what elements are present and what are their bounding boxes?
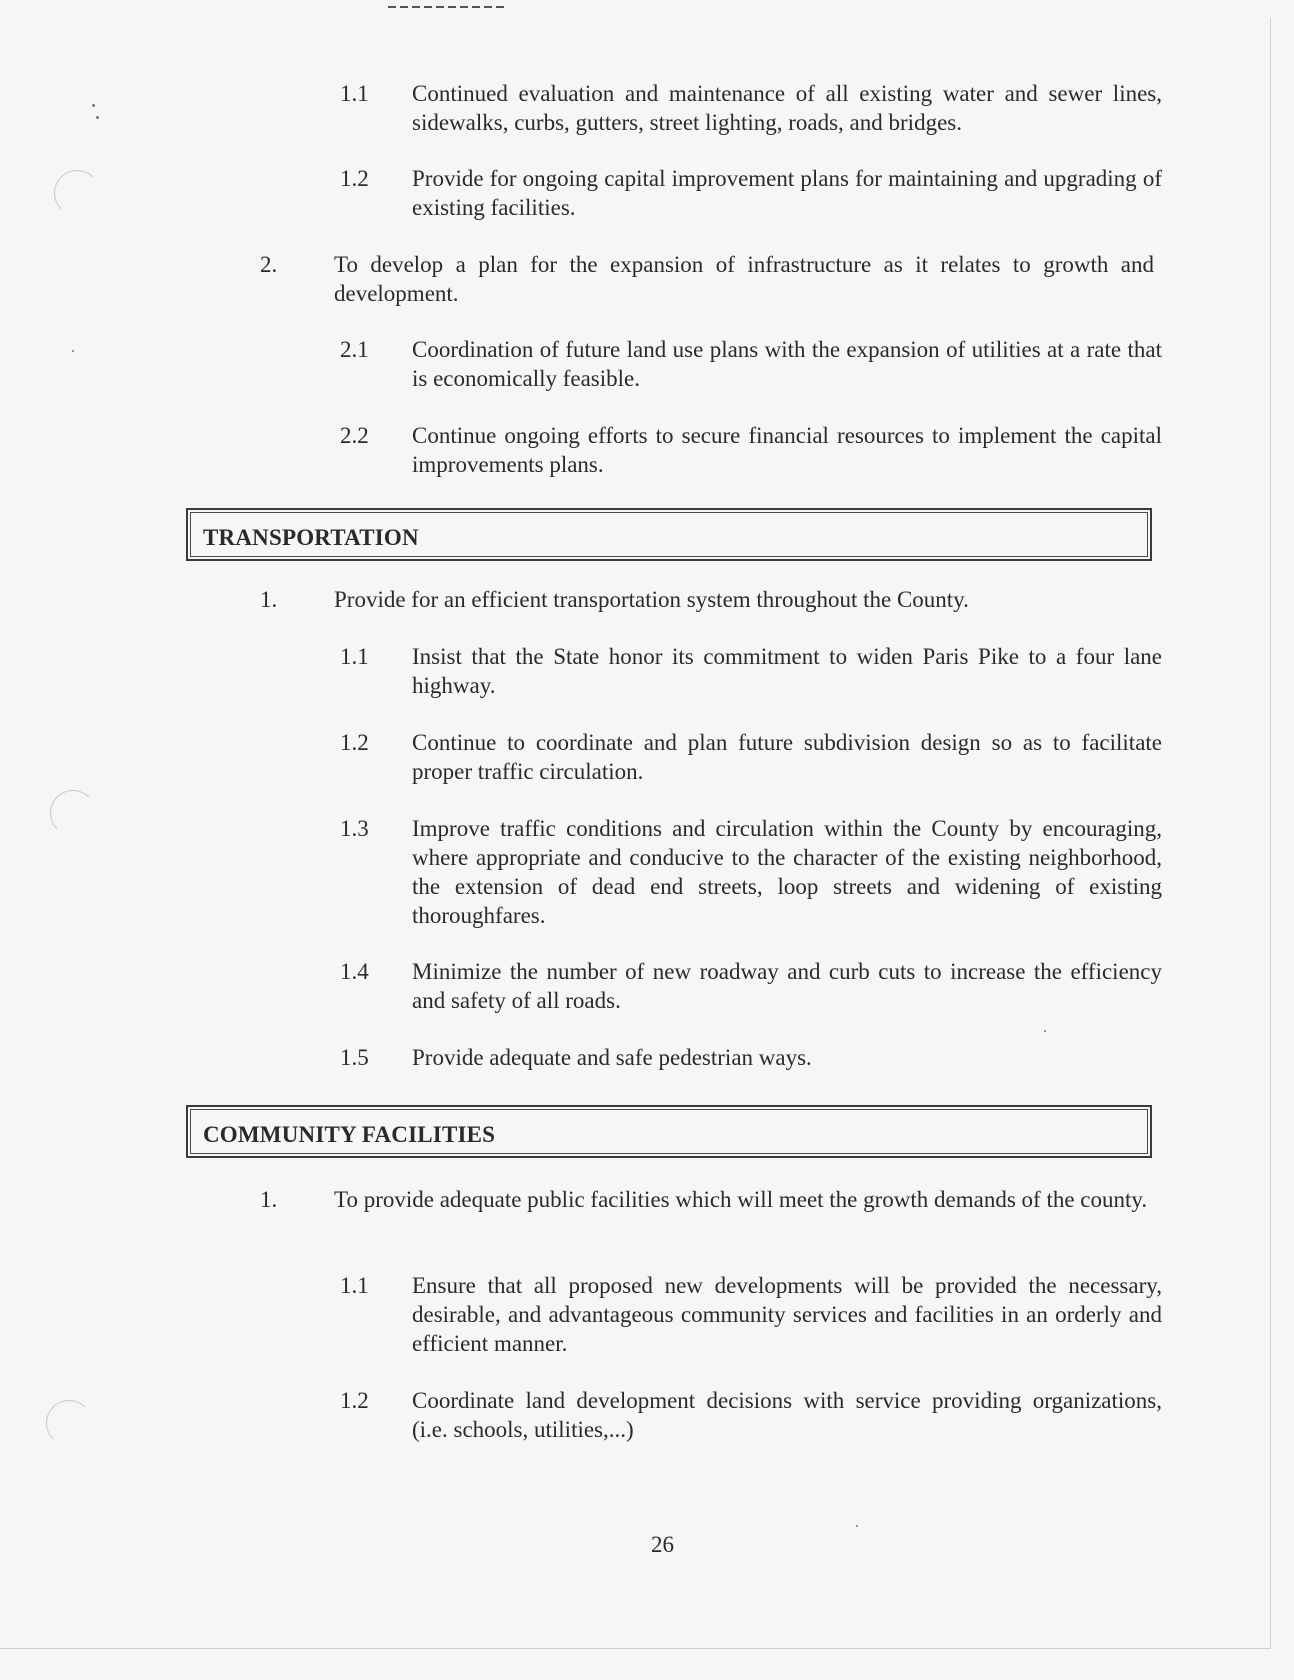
item-number: 1.1	[340, 644, 369, 669]
goal-text: To develop a plan for the expansion of infrastructure as it relates to growth and development.	[334, 252, 1154, 306]
item-text: Insist that the State honor its commitment to widen Paris Pike to a four lane highway.	[412, 644, 1162, 698]
item-text: Coordination of future land use plans with the expansion of utilities at a rate that is economically feasible.	[412, 337, 1162, 391]
item-text: Continue to coordinate and plan future subdivision design so as to facilitate proper traffic circulation.	[412, 730, 1162, 784]
transportation-heading-box	[186, 508, 1152, 561]
scan-edge-bottom	[0, 1648, 1271, 1649]
item-number: 1.1	[340, 81, 369, 106]
item-text: Continued evaluation and maintenance of all existing water and sewer lines, sidewalks, curbs, gutters, street lighting, roads, and bridges.	[412, 81, 1162, 135]
item-number: 1.2	[340, 730, 369, 755]
item-number: 1.1	[340, 1273, 369, 1298]
speck	[96, 116, 99, 119]
community-facilities-heading-box	[186, 1105, 1152, 1158]
punch-hole-top	[54, 170, 100, 216]
item-text: Coordinate land development decisions with service providing organizations, (i.e. schools, utilities,...)	[412, 1388, 1162, 1442]
goal-text: Provide for an efficient transportation system throughout the County.	[334, 587, 969, 612]
item-text: Provide adequate and safe pedestrian ways.	[412, 1045, 812, 1070]
item-text: Improve traffic conditions and circulation within the County by encouraging, where appropriate and conducive to the character of the existing neighborhood, the extension of dead end streets, loop streets and widening of existing thoroughfares.	[412, 816, 1162, 928]
speck	[72, 350, 74, 352]
goal-number: 2.	[260, 252, 278, 277]
scan-edge-right	[1270, 18, 1271, 1648]
speck	[1044, 1030, 1046, 1032]
section-heading: TRANSPORTATION	[203, 525, 419, 550]
item-text: Minimize the number of new roadway and curb cuts to increase the efficiency and safety of all roads.	[412, 959, 1162, 1013]
item-text: Ensure that all proposed new developments will be provided the necessary, desirable, and advantageous community services and facilities in an orderly and efficient manner.	[412, 1273, 1162, 1356]
top-scan-mark	[388, 6, 508, 8]
item-number: 1.2	[340, 166, 369, 191]
goal-number: 1.	[260, 587, 278, 612]
section-heading: COMMUNITY FACILITIES	[203, 1122, 496, 1147]
goal-text: To provide adequate public facilities which will meet the growth demands of the county.	[334, 1187, 1148, 1212]
speck	[856, 1525, 858, 1527]
punch-hole-bottom	[46, 1400, 92, 1446]
item-number: 1.4	[340, 959, 369, 984]
page-number: 26	[651, 1532, 674, 1557]
item-text: Provide for ongoing capital improvement plans for maintaining and upgrading of existing facilities.	[412, 166, 1162, 220]
speck	[92, 104, 95, 107]
item-number: 1.3	[340, 816, 369, 841]
goal-number: 1.	[260, 1187, 278, 1212]
item-text: Continue ongoing efforts to secure financial resources to implement the capital improvements plans.	[412, 423, 1162, 477]
item-number: 1.5	[340, 1045, 369, 1070]
item-number: 1.2	[340, 1388, 369, 1413]
punch-hole-middle	[50, 790, 96, 836]
item-number: 2.1	[340, 337, 369, 362]
item-number: 2.2	[340, 423, 369, 448]
